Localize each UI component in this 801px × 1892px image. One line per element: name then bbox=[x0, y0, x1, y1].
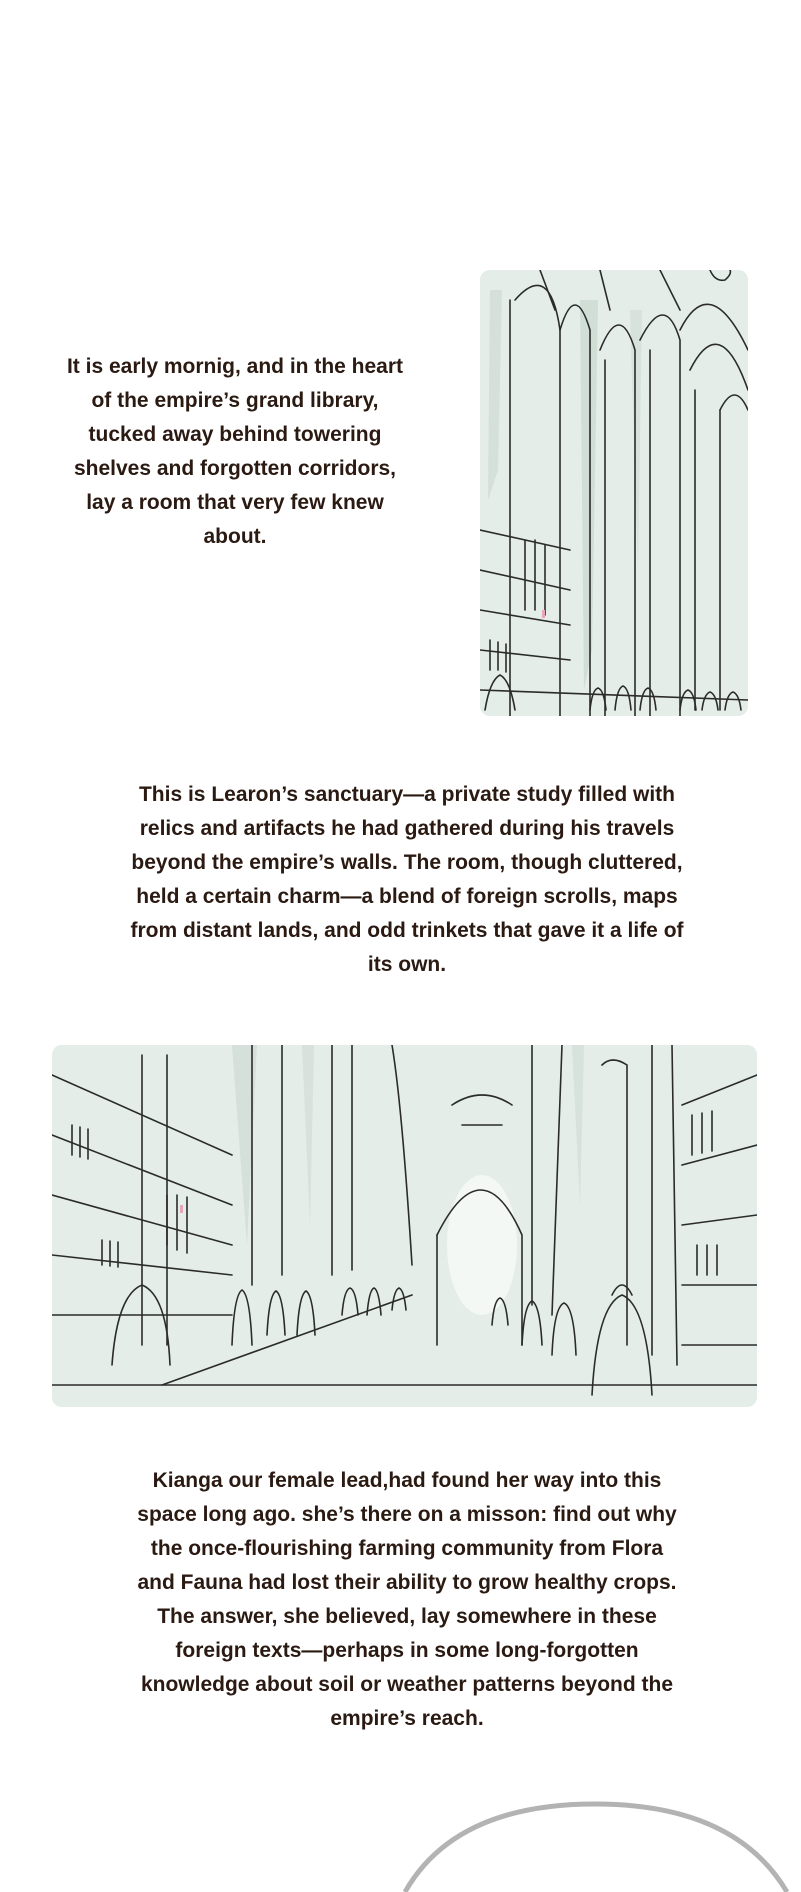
speech-bubble-outline bbox=[395, 1800, 801, 1892]
caption-sanctuary: This is Learon’s sanctuary—a private study filled with relics and artifacts he had gathered during his travels beyond the empire’s walls. The room, though cluttered, held a certain charm—a blend of foreign scrolls, maps from distant lands, and odd trinkets that gave it a life of its own. bbox=[130, 783, 684, 976]
caption-kianga: Kianga our female lead,had found her way into this space long ago. she’s there on a misson: find out why the once-flourishing farming community from Flora and Fauna had lost their ability to grow healthy crops. The answer, she believed, lay somewhere in these foreign texts—perhaps in some long-forgotten knowledge about soil or weather patterns beyond the empire’s reach. bbox=[137, 1469, 677, 1730]
caption-intro: It is early mornig, and in the heart of the empire’s grand library, tucked away behind towering shelves and forgotten corridors, lay a room that very few knew about. bbox=[66, 355, 404, 548]
library-corridor-panel bbox=[52, 1045, 757, 1407]
library-hall-illustration bbox=[480, 270, 748, 716]
library-corridor-illustration bbox=[52, 1045, 757, 1407]
library-hall-panel bbox=[480, 270, 748, 716]
